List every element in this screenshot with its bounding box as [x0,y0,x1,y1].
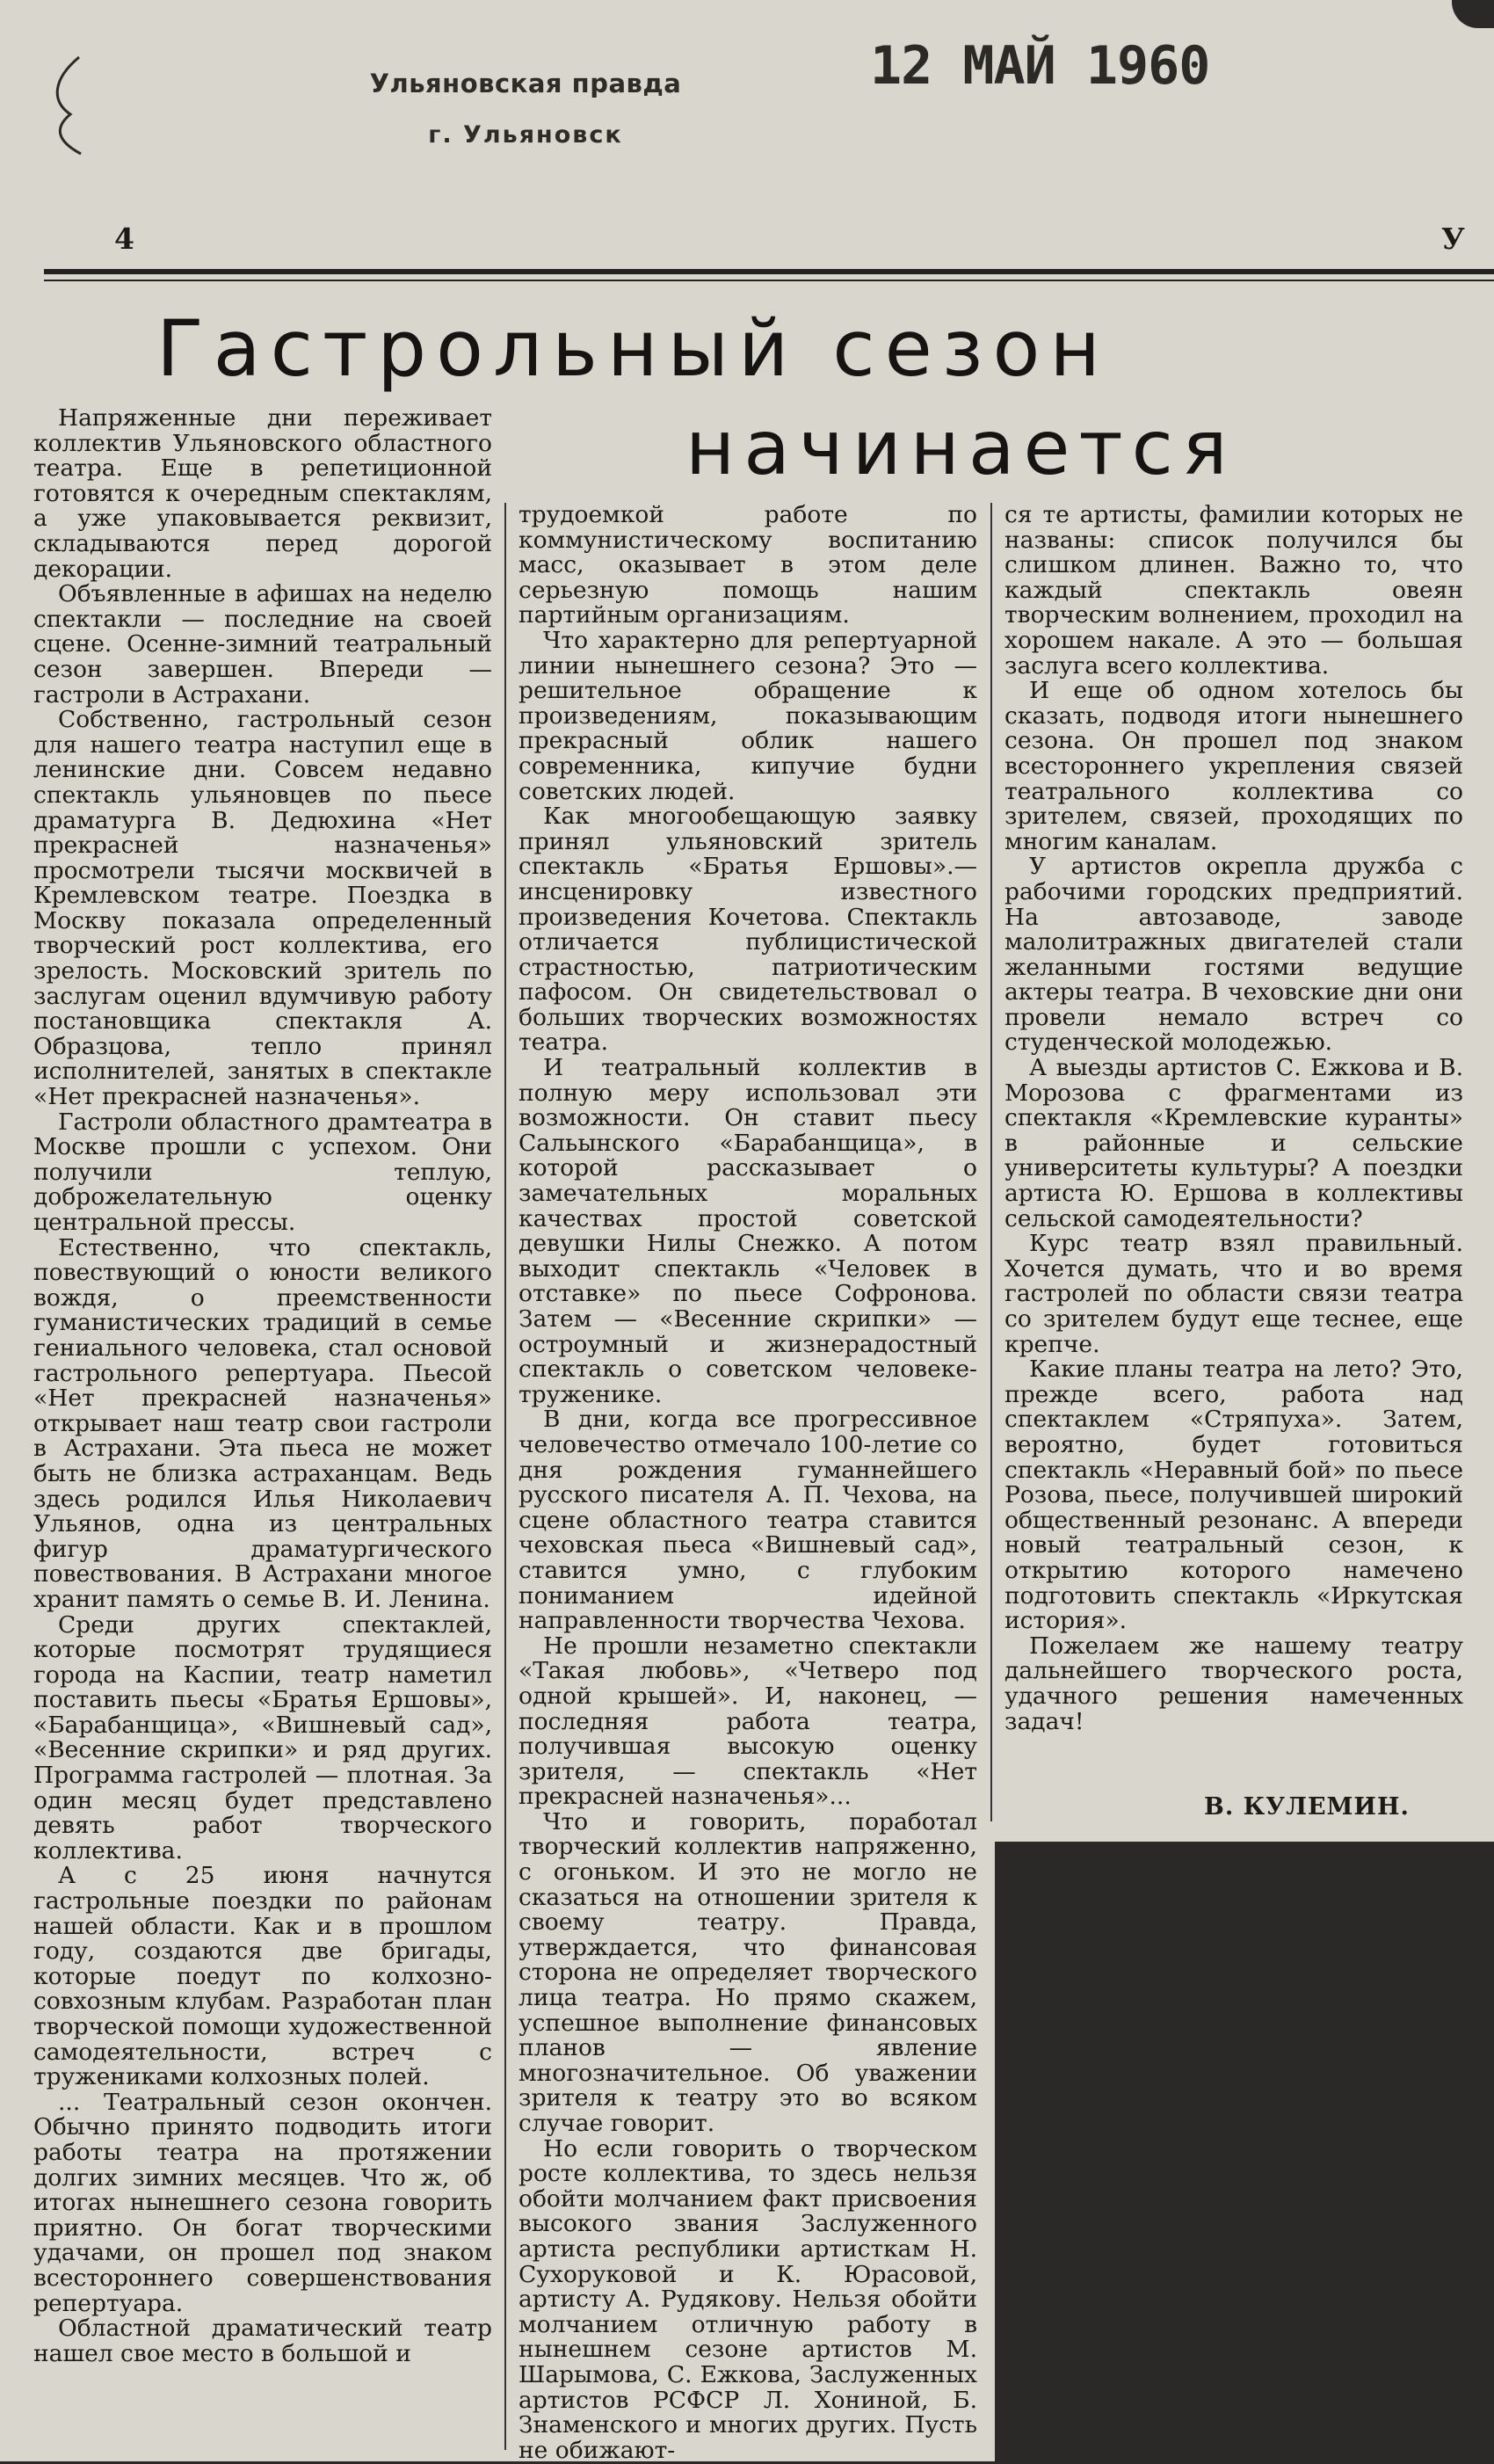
paragraph: Что и говорить, поработал творческий коллектив напряженно, с огоньком. И это не могло не сказаться на отношении зрителя к своему театру. Правда, утверждается, что финансовая сторона не определяет творческого лица театра. Но прямо скажем, успешное выполнение финансовых планов — явление многозначительное. Об уважении зрителя к театру это во всяком случае говорит. [519,1807,977,2137]
newspaper-name-stamp: Ульяновская правда [369,69,682,98]
header-rule-thick [44,269,1494,274]
page-letter: У [1441,222,1465,256]
article-column-3 [1004,503,1463,1734]
article-headline-line2: начинается [685,404,1237,492]
column-divider [990,503,992,1821]
page-number: 4 [114,222,134,256]
paragraph: Не прошли незаметно спектакли «Такая любовь», «Четверо под одной крышей». И, наконец, — последняя работа театра, получившая высокую оценку зрителя, — спектакль «Нет прекрасней назначенья»... [519,1632,977,1811]
city-stamp: г. Ульяновск [428,121,623,149]
article-column-1 [33,406,492,2366]
clipping-header [0,0,1494,281]
paragraph: ... Театральный сезон окончен. Обычно принято подводить итоги работы театра на протяжении долгих зимних месяцев. Что ж, об итогах нынешнего сезона говорить приятно. Он богат творческими удачами, он прошел под знаком всестороннего совершенствования репертуара. [33,2088,492,2317]
article-headline-line1: Гастрольный сезон [156,303,1110,394]
paragraph: В дни, когда все прогрессивное человечество отмечало 100-летие со дня рождения гуманнейшего русского писателя А. П. Чехова, на сцене областного театра ставится чеховская пьеса «Вишневый сад», ставится умно, с глубоким пониманием идейной направленности творчества Чехова. [519,1406,977,1635]
paragraph: Собственно, гастрольный сезон для нашего театра наступил еще в ленинские дни. Совсем недавно спектакль ульяновцев по пьесе драматурга В. Дедюхина «Нет прекрасней назначенья» просмотрели тысячи москвичей в Кремлевском театре. Поездка в Москву показала определенный творческий рост коллектива, его зрелость. Московский зритель по заслугам оценил вдумчивую работу постановщика спектакля А. Образцова, тепло принял исполнителей, занятых в спектакле «Нет прекрасней назначенья». [33,706,492,1111]
paragraph: Гастроли областного драмтеатра в Москве прошли с успехом. Они получили теплую, доброжелательную оценку центральной прессы. [33,1108,492,1236]
paragraph: И театральный коллектив в полную меру использовал эти возможности. Он ставит пьесу Сальынского «Барабанщица», в которой рассказывает о замечательных моральных качествах простой советской девушки Нилы Снежко. А потом выходит спектакль «Человек в отставке» по пьесе Софронова. Затем — «Весенние скрипки» — остроумный и жизнерадостный спектакль о советском человеке-труженике. [519,1054,977,1408]
paragraph: Областной драматический театр нашел свое место в большой и [33,2315,492,2367]
paragraph: Среди других спектаклей, которые посмотрят трудящиеся города на Каспии, театр наметил поставить пьесы «Братья Ершовы», «Барабанщица», «Вишневый сад», «Весенние скрипки» и ряд других. Программа гастролей — плотная. За один месяц будет представлено девять работ творческого коллектива. [33,1610,492,1864]
author-signature: В. КУЛЕМИН. [1204,1793,1410,1821]
paragraph: А с 25 июня начнутся гастрольные поездки по районам нашей области. Как и в прошлом году, создаются две бригады, которые поедут по колхозно-совхозным клубам. Разработан план творческой помощи художественной самодеятельности, встреч с тружениками колхозных полей. [33,1862,492,2091]
column-divider [504,503,506,2450]
paragraph: И еще об одном хотелось бы сказать, подводя итоги нынешнего сезона. Он прошел под знаком всестороннего укрепления связей театрального коллектива со зрителем, связей, проходящих по многим каналам. [1004,677,1463,855]
paragraph: Объявленные в афишах на неделю спектакли — последние на своей сцене. Осенне-зимний театральный сезон завершен. Впереди — гастроли в Астрахани. [33,580,492,709]
paragraph: Как многообещающую заявку принял ульяновский зритель спектакль «Братья Ершовы».—инсценировку известного произведения Кочетова. Спектакль отличается публицистической страстностью, патриотическим пафосом. Он свидетельствовал о больших творческих возможностях театра. [519,803,977,1057]
paragraph: Но если говорить о творческом росте коллектива, то здесь нельзя обойти молчанием факт присвоения высокого звания Заслуженного артиста республики артисткам Н. Сухоруковой и К. Юрасовой, артисту А. Рудякову. Нельзя обойти молчанием отличную работу в нынешнем сезоне артистов М. Шарымова, С. Ежкова, Заслуженных артистов РСФСР Л. Хониной, Б. Знаменского и многих других. Пусть не обижают- [519,2134,977,2464]
paragraph: Напряженные дни переживает коллектив Ульяновского областного театра. Еще в репетиционной готовятся к очередным спектаклям, а уже упаковывается реквизит, складываются перед дорогой декорации. [33,404,492,583]
paragraph: А выезды артистов С. Ежкова и В. Морозова с фрагментами из спектакля «Кремлевские куранты» в районные и сельские университеты культуры? А поездки артиста Ю. Ершова в коллективы сельской самодеятельности? [1004,1054,1463,1232]
article-column-2 [519,503,977,2463]
paragraph: ся те артисты, фамилии которых не названы: список получился бы слишком длинен. Важно то, что каждый спектакль овеян творческим волнением, проходил на хорошем накале. А это — большая заслуга всего коллектива. [1004,501,1463,680]
paragraph: Пожелаем же нашему театру дальнейшего творческого роста, удачного решения намеченных задач! [1004,1632,1463,1735]
paragraph: Что характерно для репертуарной линии нынешнего сезона? Это — решительное обращение к произведениям, показывающим прекрасный облик нашего современника, кипучие будни советских людей. [519,626,977,805]
paragraph: трудоемкой работе по коммунистическому воспитанию масс, оказывает в этом деле серьезную помощь нашим партийным организациям. [519,501,977,629]
paragraph: Какие планы театра на лето? Это, прежде всего, работа над спектаклем «Стряпуха». Затем, вероятно, будет готовиться спектакль «Неравный бой» по пьесе Розова, пьесе, получившей широкий общественный резонанс. А впереди новый театральный сезон, к открытию которого намечено подготовить спектакль «Иркутская история». [1004,1356,1463,1635]
date-stamp: 12 МАЙ 1960 [870,35,1210,97]
paragraph: Курс театр взял правильный. Хочется думать, что и во время гастролей по области связи театра со зрителем будут еще теснее, еще крепче. [1004,1230,1463,1358]
paragraph: У артистов окрепла дружба с рабочими городских предприятий. На автозаводе, заводе малолитражных двигателей стали желанными гостями ведущие актеры театра. В чеховские дни они провели немало встреч со студенческой молодежью. [1004,853,1463,1057]
background-gap [995,1842,1494,2461]
header-rule-thin [44,280,1494,281]
handwritten-mark-icon [44,53,97,158]
paragraph: Естественно, что спектакль, повествующий о юности великого вождя, о преемственности гуманистических традиций в семье гениального человека, стал основой гастрольного репертуара. Пьесой «Нет прекрасней назначенья» открывает наш театр свои гастроли в Астрахани. Эта пьеса не может быть не близка астраханцам. Ведь здесь родился Илья Николаевич Ульянов, одна из центральных фигур драматургического повествования. В Астрахани многое хранит память о семье В. И. Ленина. [33,1233,492,1613]
